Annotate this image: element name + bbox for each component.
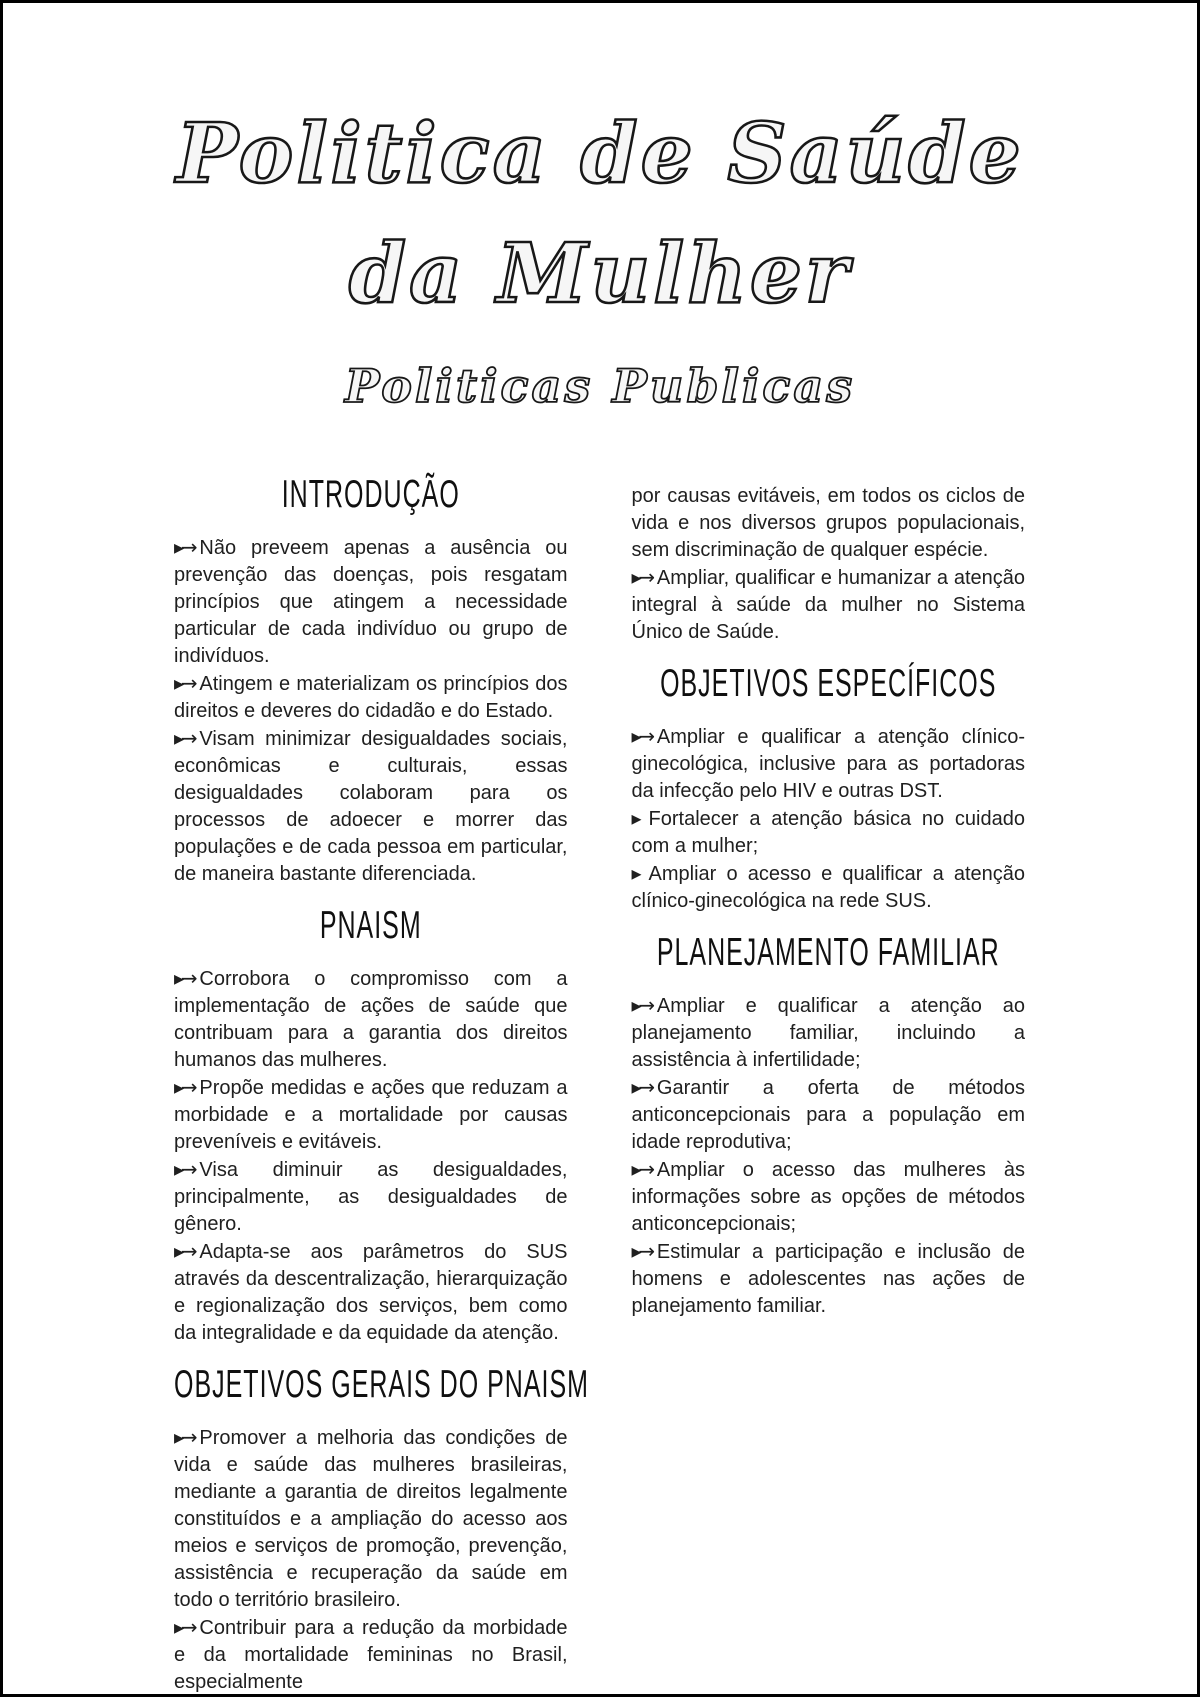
arrow-bullet-icon: ▸→ [174,726,195,751]
arrow-bullet-icon: ▸→ [174,1615,195,1640]
paragraph-text: por causas evitáveis, em todos os ciclos de vida e nos diversos grupos populacionais, sem discriminação de qualquer espécie. [631,485,1025,562]
arrow-bullet-icon: ▸→ [174,671,195,696]
section-heading-text: INTRODUÇÃO [281,473,460,517]
arrow-bullet-icon: ▸→ [631,565,652,590]
right-column [632,483,1026,1696]
title-line-1: Politica de Saúde [176,106,1024,202]
bullet-item-text: Ampliar o acesso e qualificar a atenção clínico-ginecológica na rede SUS. [631,863,1025,913]
bullet-item [632,860,1026,915]
arrow-bullet-icon: ▸→ [174,966,195,991]
section-heading-text: OBJETIVOS ESPECÍFICOS [660,662,997,706]
section-heading [174,473,568,518]
bullet-item [632,564,1026,646]
arrow-bullet-icon: ▸→ [174,1239,195,1264]
two-column-body [3,413,1197,1696]
bullet-item-text: Não preveem apenas a ausência ou prevenção das doenças, pois resgatam princípios que atingem a necessidade particular de cada indivíduo ou grupo de indivíduos. [174,537,568,668]
continuation-paragraph [632,483,1026,564]
title-line-2: da Mulher [348,226,852,323]
bullet-item [632,723,1026,805]
bullet-item [632,805,1026,860]
bullet-item [174,965,568,1074]
bullet-item-text: Estimular a participação e inclusão de homens e adolescentes nas ações de planejamento familiar. [631,1241,1025,1318]
arrow-bullet-icon: ▸→ [631,1075,652,1100]
section-heading [632,662,1026,707]
bullet-item [174,1424,568,1614]
section-heading [174,1363,589,1408]
bullet-item-text: Contribuir para a redução da morbidade e da mortalidade femininas no Brasil, especialmente [174,1617,568,1694]
bullet-item-text: Ampliar e qualificar a atenção ao planejamento familiar, incluindo a assistência à infertilidade; [631,995,1025,1072]
arrow-bullet-icon: ▸→ [631,724,652,749]
page-title [3,106,1197,323]
bullet-item-text: Propõe medidas e ações que reduzam a morbidade e a mortalidade por causas preveníveis e evitáveis. [174,1077,568,1154]
section-heading [174,904,568,949]
bullet-item [174,1614,568,1696]
bullet-item [632,1238,1026,1320]
arrow-bullet-icon: ▸→ [174,1075,195,1100]
title-block [3,3,1197,413]
bullet-item-text: Adapta-se aos parâmetros do SUS através da descentralização, hierarquização e regionalização dos serviços, bem como da integralidade e da equidade da atenção. [174,1241,568,1345]
arrow-bullet-icon: ▸→ [174,535,195,560]
bullet-item-text: Ampliar e qualificar a atenção clínico-ginecológica, inclusive para as portadoras da infecção pelo HIV e outras DST. [631,726,1025,803]
arrow-bullet-icon: ▸→ [631,1157,652,1182]
bullet-item [632,1074,1026,1156]
bullet-item [174,534,568,670]
section-heading-text: OBJETIVOS GERAIS DO PNAISM [174,1363,589,1407]
arrow-bullet-icon: ▸→ [174,1157,195,1182]
bullet-item-text: Ampliar, qualificar e humanizar a atenção integral à saúde da mulher no Sistema Único de Saúde. [631,567,1025,644]
section-heading [632,931,1026,976]
bullet-item [632,992,1026,1074]
bullet-item-text: Visa diminuir as desigualdades, principalmente, as desigualdades de gênero. [174,1159,568,1236]
bullet-item-text: Garantir a oferta de métodos anticoncepcionais para a população em idade reprodutiva; [631,1077,1025,1154]
bullet-item [632,1156,1026,1238]
bullet-item [174,725,568,888]
arrow-bullet-icon: ▸→ [174,1425,195,1450]
page-subtitle: Politicas Publicas [344,359,856,414]
bullet-item-text: Fortalecer a atenção básica no cuidado com a mulher; [631,808,1025,858]
bullet-item-text: Promover a melhoria das condições de vida e saúde das mulheres brasileiras, mediante a garantia de direitos legalmente constituídos e a ampliação do acesso aos meios e serviços de promoção, prevenção, assistência e recuperação da saúde em todo o território brasileiro. [174,1427,568,1612]
section-heading-text: PNAISM [319,904,422,948]
arrow-bullet-icon: ▸→ [631,993,652,1018]
bullet-item [174,1238,568,1347]
triangle-bullet-icon: ▸ [631,861,642,886]
bullet-item-text: Ampliar o acesso das mulheres às informações sobre as opções de métodos anticoncepcionais; [631,1159,1025,1236]
arrow-bullet-icon: ▸→ [631,1239,652,1264]
bullet-item [174,1156,568,1238]
bullet-item-text: Visam minimizar desigualdades sociais, econômicas e culturais, essas desigualdades colaboram para os processos de adoecer e morrer das populações e de cada pessoa em particular, de maneira bastante diferenciada. [174,728,568,886]
bullet-item-text: Corrobora o compromisso com a implementação de ações de saúde que contribuam para a garantia dos direitos humanos das mulheres. [174,968,568,1072]
section-heading-text: PLANEJAMENTO FAMILIAR [656,931,1000,975]
bullet-item-text: Atingem e materializam os princípios dos direitos e deveres do cidadão e do Estado. [174,673,568,723]
bullet-item [174,1074,568,1156]
bullet-item [174,670,568,725]
triangle-bullet-icon: ▸ [631,806,642,831]
left-column [174,473,589,1696]
